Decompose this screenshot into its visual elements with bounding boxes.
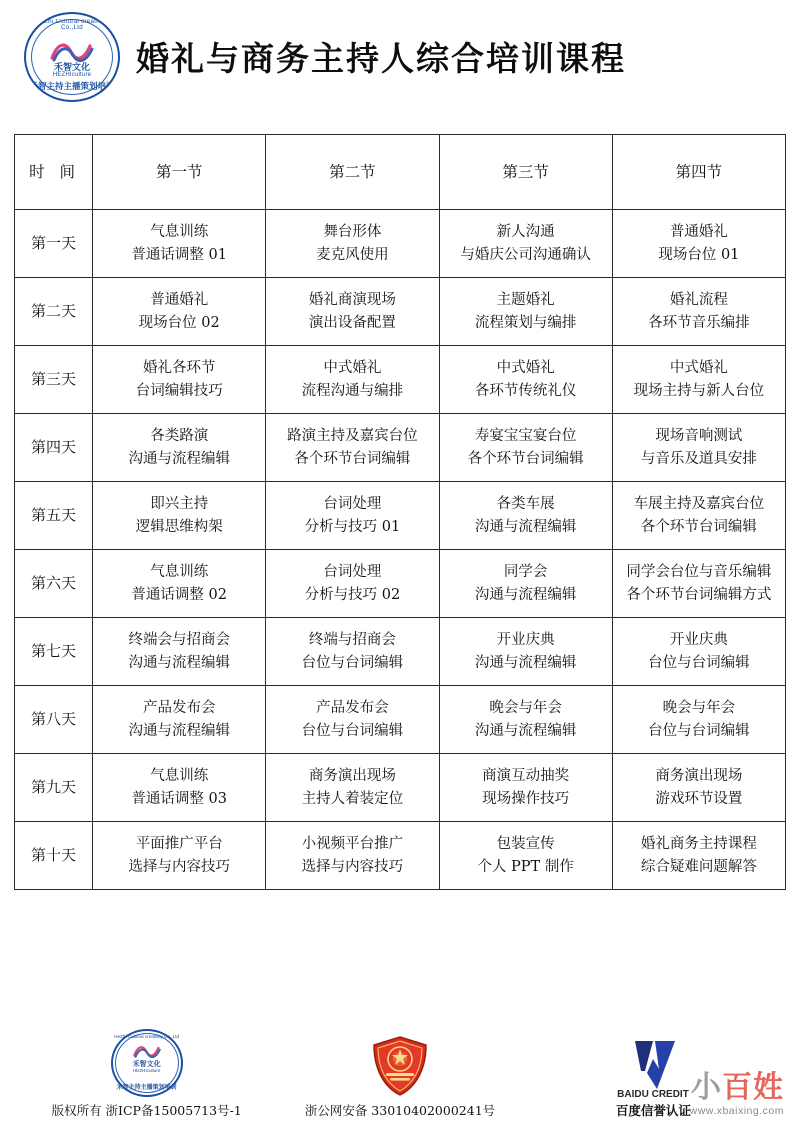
cell-day1-s3 [439, 210, 612, 278]
cell-line: 商务演出现场 [308, 768, 396, 785]
cell-line: 沟通与流程编辑 [474, 586, 577, 603]
cell-line: 婚礼商务主持课程 [640, 836, 757, 853]
cell-day7-s1 [93, 618, 266, 686]
cell-line: 普通话调整 01 [131, 246, 227, 263]
table-body [15, 210, 786, 890]
cell-line: 婚礼流程 [669, 292, 728, 309]
cell-day10-s4 [612, 822, 785, 890]
cell-line: 普通话调整 02 [131, 586, 227, 603]
table-row [15, 550, 786, 618]
cell-line: 普通婚礼 [669, 224, 728, 241]
footer-seal-arc-bottom: 禾智主持主播策划培训 [116, 1085, 177, 1091]
cell-line: 普通婚礼 [150, 292, 209, 309]
cell-day9-s2 [266, 754, 439, 822]
footer-seal-company-cn: 禾智文化 [132, 1061, 161, 1068]
table-row [15, 686, 786, 754]
cell-day2-s2 [266, 278, 439, 346]
table-header-row [15, 135, 786, 210]
cell-day5-s3 [439, 482, 612, 550]
cell-day9-s3 [439, 754, 612, 822]
cell-line: 台位与台词编辑 [301, 654, 404, 671]
cell-line: 同学会 [503, 564, 548, 581]
cell-line: 终端会与招商会 [128, 632, 230, 649]
hezhi-logo-icon [50, 40, 94, 62]
row-day-label: 第九天 [15, 754, 93, 822]
icp-license-text[interactable]: 版权所有 浙ICP备15005713号-1 [51, 1103, 242, 1118]
cell-line: 台词编辑技巧 [135, 382, 223, 399]
cell-line: 演出设备配置 [308, 314, 396, 331]
cell-line: 麦克风使用 [316, 246, 389, 263]
cell-line: 晚会与年会 [489, 700, 562, 717]
cell-line: 选择与内容技巧 [128, 858, 230, 875]
cell-day8-s4 [612, 686, 785, 754]
table-head [15, 135, 786, 210]
table-row [15, 414, 786, 482]
header-session-1: 第一节 [93, 135, 266, 210]
header-session-2: 第二节 [266, 135, 439, 210]
cell-line: 中式婚礼 [323, 360, 382, 377]
cell-line: 终端与招商会 [308, 632, 396, 649]
seal-company-cn: 禾智文化 [53, 62, 90, 72]
cell-line: 游戏环节设置 [655, 790, 743, 807]
cell-line: 与音乐及道具安排 [640, 450, 757, 467]
cell-day10-s1 [93, 822, 266, 890]
cell-line: 包装宣传 [496, 836, 555, 853]
cell-line: 现场台位 02 [138, 314, 220, 331]
cell-line: 现场主持与新人台位 [633, 382, 765, 399]
cell-line: 婚礼商演现场 [308, 292, 396, 309]
document-footer [0, 999, 800, 1127]
cell-line: 分析与技巧 01 [304, 518, 401, 535]
table-row [15, 754, 786, 822]
table-row [15, 278, 786, 346]
cell-line: 新人沟通 [496, 224, 555, 241]
watermark-suffix: 百姓 [722, 1070, 784, 1105]
row-day-label: 第三天 [15, 346, 93, 414]
row-day-label: 第七天 [15, 618, 93, 686]
cell-line: 现场台位 01 [658, 246, 740, 263]
cell-day4-s1 [93, 414, 266, 482]
cell-line: 台词处理 [323, 564, 382, 581]
footer-baidu-block [527, 1037, 780, 1119]
cell-line: 舞台形体 [323, 224, 382, 241]
police-badge-icon [370, 1035, 430, 1097]
cell-day10-s2 [266, 822, 439, 890]
cell-day3-s1 [93, 346, 266, 414]
company-seal [18, 10, 130, 102]
cell-line: 各个环节台词编辑 [467, 450, 584, 467]
cell-line: 流程沟通与编排 [301, 382, 404, 399]
cell-line: 台位与台词编辑 [648, 654, 750, 671]
cell-line: 台位与台词编辑 [648, 722, 750, 739]
page-title: 婚礼与商务主持人综合培训课程 [136, 38, 626, 78]
cell-line: 商务演出现场 [655, 768, 743, 785]
row-day-label: 第八天 [15, 686, 93, 754]
watermark-prefix: 小 [691, 1070, 722, 1105]
cell-line: 小视频平台推广 [301, 836, 404, 853]
cell-day3-s4 [612, 346, 785, 414]
cell-line: 综合疑难问题解答 [640, 858, 757, 875]
cell-line: 商演互动抽奖 [482, 768, 570, 785]
cell-day3-s3 [439, 346, 612, 414]
header-time: 时 间 [15, 135, 93, 210]
cell-line: 选择与内容技巧 [301, 858, 404, 875]
cell-line: 沟通与流程编辑 [474, 654, 577, 671]
seal-circle [24, 12, 120, 102]
cell-day4-s3 [439, 414, 612, 482]
cell-day7-s3 [439, 618, 612, 686]
cell-line: 与婚庆公司沟通确认 [460, 246, 591, 263]
cell-line: 沟通与流程编辑 [474, 518, 577, 535]
cell-day8-s2 [266, 686, 439, 754]
cell-line: 寿宴宝宝宴台位 [474, 428, 577, 445]
cell-line: 个人 PPT 制作 [477, 858, 574, 875]
cell-day5-s1 [93, 482, 266, 550]
cell-day8-s3 [439, 686, 612, 754]
cell-line: 产品发布会 [316, 700, 389, 717]
footer-icp-block [20, 1029, 273, 1119]
cell-line: 同学会台位与音乐编辑 [626, 564, 772, 581]
cell-day9-s1 [93, 754, 266, 822]
row-day-label: 第十天 [15, 822, 93, 890]
cell-line: 各环节音乐编排 [648, 314, 750, 331]
cell-line: 主题婚礼 [496, 292, 555, 309]
cell-line: 台位与台词编辑 [301, 722, 404, 739]
cell-line: 晚会与年会 [662, 700, 736, 717]
baidu-credit-icon [605, 1037, 701, 1099]
svg-text:BAIDU CREDIT: BAIDU CREDIT [617, 1089, 690, 1099]
cell-line: 台词处理 [323, 496, 382, 513]
row-day-label: 第五天 [15, 482, 93, 550]
cell-line: 车展主持及嘉宾台位 [633, 496, 765, 513]
cell-line: 分析与技巧 02 [304, 586, 401, 603]
table-row [15, 482, 786, 550]
cell-day1-s1 [93, 210, 266, 278]
cell-line: 各个环节台词编辑 [294, 450, 411, 467]
police-record-text[interactable]: 浙公网安备 33010402000241号 [304, 1103, 496, 1118]
cell-day2-s3 [439, 278, 612, 346]
cell-line: 路演主持及嘉宾台位 [287, 428, 418, 445]
seal-company-en: HEZHIculture [52, 72, 92, 78]
cell-line: 各个环节台词编辑 [640, 518, 757, 535]
cell-line: 各类路演 [150, 428, 209, 445]
cell-day4-s2 [266, 414, 439, 482]
row-day-label: 第二天 [15, 278, 93, 346]
cell-line: 中式婚礼 [669, 360, 728, 377]
cell-day10-s3 [439, 822, 612, 890]
cell-line: 开业庆典 [669, 632, 728, 649]
schedule-table-wrapper [0, 104, 800, 890]
row-day-label: 第一天 [15, 210, 93, 278]
table-row [15, 822, 786, 890]
cell-line: 各环节传统礼仪 [474, 382, 577, 399]
cell-day9-s4 [612, 754, 785, 822]
cell-line: 主持人着装定位 [301, 790, 404, 807]
cell-day5-s4 [612, 482, 785, 550]
cell-day6-s3 [439, 550, 612, 618]
watermark-url: www.xbaixing.com [689, 1105, 784, 1117]
footer-company-seal-icon [111, 1029, 183, 1097]
table-row [15, 618, 786, 686]
footer-police-block [273, 1035, 526, 1119]
header-session-3: 第三节 [439, 135, 612, 210]
table-row [15, 210, 786, 278]
table-row [15, 346, 786, 414]
schedule-table [14, 134, 786, 890]
cell-day7-s4 [612, 618, 785, 686]
baidu-credit-text[interactable]: 百度信誉认证 [615, 1104, 691, 1118]
cell-day4-s4 [612, 414, 785, 482]
cell-line: 现场音响测试 [655, 428, 743, 445]
cell-line: 平面推广平台 [135, 836, 223, 853]
cell-day1-s4 [612, 210, 785, 278]
cell-line: 开业庆典 [496, 632, 555, 649]
cell-line: 沟通与流程编辑 [128, 450, 230, 467]
cell-line: 即兴主持 [150, 496, 209, 513]
seal-arc-top-text: HeZhi Cultural creativity Co.,Ltd [35, 19, 109, 31]
cell-line: 气息训练 [150, 768, 209, 785]
cell-day8-s1 [93, 686, 266, 754]
header-session-4: 第四节 [612, 135, 785, 210]
cell-line: 产品发布会 [142, 700, 216, 717]
cell-line: 普通话调整 03 [131, 790, 227, 807]
row-day-label: 第四天 [15, 414, 93, 482]
cell-line: 沟通与流程编辑 [128, 654, 230, 671]
cell-line: 婚礼各环节 [142, 360, 216, 377]
cell-line: 现场操作技巧 [482, 790, 570, 807]
cell-day6-s2 [266, 550, 439, 618]
cell-day7-s2 [266, 618, 439, 686]
seal-arc-bottom-text: 禾智主持主播策划培训 [29, 81, 115, 91]
cell-day3-s2 [266, 346, 439, 414]
cell-day6-s4 [612, 550, 785, 618]
row-day-label: 第六天 [15, 550, 93, 618]
cell-day5-s2 [266, 482, 439, 550]
cell-line: 气息训练 [150, 224, 209, 241]
cell-line: 各个环节台词编辑方式 [626, 586, 772, 603]
footer-seal-company-en: HEZHIculture [132, 1068, 161, 1073]
hezhi-logo-icon [132, 1044, 162, 1058]
document-header [0, 0, 800, 104]
footer-seal-arc-top: HeZhi Cultural creativity Co.,Ltd [114, 1034, 180, 1039]
cell-line: 沟通与流程编辑 [474, 722, 577, 739]
cell-day6-s1 [93, 550, 266, 618]
cell-line: 气息训练 [150, 564, 209, 581]
cell-line: 流程策划与编排 [474, 314, 577, 331]
cell-line: 各类车展 [496, 496, 555, 513]
cell-day1-s2 [266, 210, 439, 278]
cell-day2-s4 [612, 278, 785, 346]
cell-line: 沟通与流程编辑 [128, 722, 230, 739]
cell-line: 中式婚礼 [496, 360, 555, 377]
cell-line: 逻辑思维构架 [135, 518, 223, 535]
cell-day2-s1 [93, 278, 266, 346]
